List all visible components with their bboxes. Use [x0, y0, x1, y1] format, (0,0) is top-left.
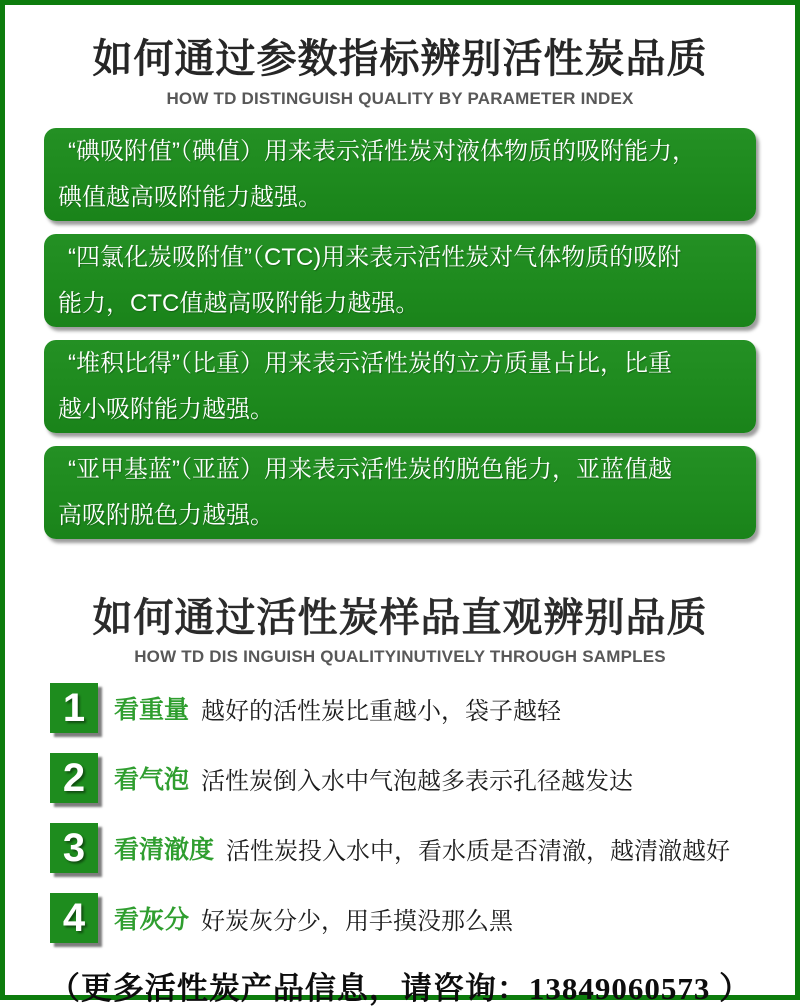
step-number: 4 — [62, 895, 86, 940]
param-box-line: 能力，CTC值越高吸附能力越强。 — [58, 290, 420, 317]
params-section-subtitle: HOW TD DISTINGUISH QUALITY BY PARAMETER INDEX — [166, 89, 634, 108]
step-bubbles — [50, 753, 795, 803]
param-box-line: “四氯化炭吸附值”（CTC)用来表示活性炭对气体物质的吸附 — [68, 244, 682, 271]
param-box-line: 碘值越高吸附能力越强。 — [58, 184, 322, 211]
param-box-density — [44, 340, 756, 433]
param-box-line: “堆积比得”（比重）用来表示活性炭的立方质量占比，比重 — [68, 350, 672, 377]
param-box-methylene-blue — [44, 446, 756, 539]
step-number: 3 — [62, 825, 86, 870]
step-clarity — [50, 823, 795, 873]
step-label: 看重量 — [114, 696, 190, 724]
contact-line: （更多活性炭产品信息，请咨询：13849060573 ） — [48, 971, 752, 1006]
param-box-line: “碘吸附值”（碘值）用来表示活性炭对液体物质的吸附能力， — [68, 138, 696, 165]
param-box-ctc — [44, 234, 756, 327]
param-box-line: 高吸附脱色力越强。 — [58, 502, 274, 529]
step-number: 2 — [62, 755, 86, 800]
sample-steps — [5, 683, 795, 943]
params-section-title: 如何通过参数指标辨别活性炭品质 — [92, 37, 708, 81]
step-number-badge — [50, 683, 98, 733]
step-text: 活性炭倒入水中气泡越多表示孔径越发达 — [201, 767, 634, 795]
param-box-line: 越小吸附能力越强。 — [58, 396, 274, 423]
step-label: 看灰分 — [114, 906, 190, 934]
param-boxes — [5, 128, 795, 539]
step-text: 越好的活性炭比重越小，袋子越轻 — [201, 697, 562, 725]
step-number-badge — [50, 823, 98, 873]
samples-section-subtitle: HOW TD DIS INGUISH QUALITYINUTIVELY THROUGH SAMPLES — [134, 647, 666, 666]
step-weight — [50, 683, 795, 733]
step-number-badge — [50, 893, 98, 943]
step-text: 好炭灰分少，用手摸没那么黑 — [201, 907, 514, 935]
param-box-line: “亚甲基蓝”（亚蓝）用来表示活性炭的脱色能力，亚蓝值越 — [68, 456, 672, 483]
step-number-badge — [50, 753, 98, 803]
step-number: 1 — [62, 685, 86, 730]
step-label: 看气泡 — [114, 766, 190, 794]
step-label: 看清澈度 — [114, 836, 215, 864]
samples-section-title: 如何通过活性炭样品直观辨别品质 — [92, 596, 708, 640]
param-box-iodine — [44, 128, 756, 221]
step-ash — [50, 893, 795, 943]
step-text: 活性炭投入水中，看水质是否清澈，越清澈越好 — [226, 837, 731, 865]
